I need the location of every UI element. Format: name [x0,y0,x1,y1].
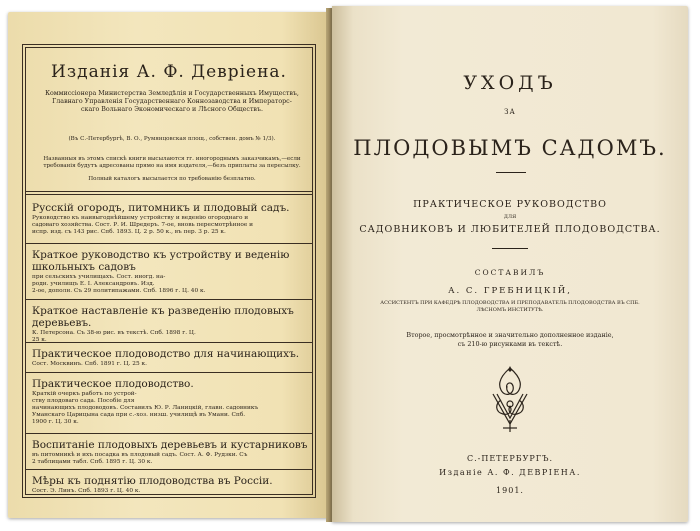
book-entry [32,305,312,344]
affiliation-line: АССИСТЕНТЪ ПРИ КАФЕДРѢ ПЛОДОВОДСТВА И ПРЕПОДАВАТЕЛЬ ПЛОДОВОДСТВА ВЪ СПБ. [380,300,640,306]
entry-detail-line: въ питомникѣ и ихъ посадка въ плодовый садъ. Сост. А. Ф. Рудзки. Съ [32,452,248,458]
publisher-line: скаго Вольнаго Экономическаго и Лѣсного Обществъ. [81,106,263,113]
subtitle-connector: ДЛЯ [503,214,517,220]
publisher-line: Коммиссіонера Министерства Земледѣлія и Государственныхъ Имуществъ, [45,90,299,97]
entry-title: Практическое плодоводство для начинающихъ. [32,348,300,360]
book-entry [32,249,312,295]
left-page-inner-frame [25,47,313,495]
publisher-monogram-icon [483,364,537,434]
divider [26,191,312,192]
entry-detail-line: при сельскихъ училищахъ. Сост. иногд. на- [32,274,166,280]
entry-detail-line: Краткій очеркъ работъ по устрой- [32,391,137,397]
entry-detail-line: начинающихъ плодоводовъ. Составилъ Ю. Р. Ланицкій, главн. садовникъ [32,405,259,411]
book-entry [32,378,312,426]
subtitle-line-1: ПРАКТИЧЕСКОЕ РУКОВОДСТВО [413,199,607,210]
entry-details [32,488,312,495]
affiliation-line: ЛѢСНОМЪ ИНСТИТУТѢ. [476,306,544,313]
right-page [332,6,688,522]
entry-detail-line: 1900 г. Ц. 30 к. [32,419,79,425]
title-separator [496,172,526,173]
edition-line: съ 210-ю рисунками въ текстѣ. [457,339,563,348]
divider [26,299,312,300]
entry-title: Воспитаніе плодовыхъ деревьевъ и кустарниковъ [32,439,308,451]
entry-detail-line: ству плодоваго сада. Пособіе для [32,398,135,404]
entry-title: Русскій огородъ, питомникъ и плодовый садъ. [32,202,290,214]
entry-title: Мѣры къ поднятію плодоводства въ Россіи. [32,475,273,487]
entry-detail-line: К. Петерсона. Съ 38-ю рис. въ текстѣ. Спб. 1898 г. Ц. [32,330,196,336]
entry-detail-line: 2-ое, дополн. Съ 29 политипажами. Спб. 1896 г. Ц. 40 к. [32,288,206,294]
title-connector: ЗА [504,108,516,116]
entry-title: Практическое плодоводство. [32,378,194,390]
book-entry [32,439,312,466]
divider [26,469,312,470]
subtitle-separator [492,248,528,249]
entry-details [32,361,312,368]
publisher-title: Изданія А. Ф. Девріена. [51,62,287,82]
title-line-1: УХОДЪ [463,72,557,94]
catalog-line: Полный каталогъ высылается по требованію безплатно. [88,176,256,182]
left-page-frame [22,44,316,498]
book-entry [32,475,312,495]
book-entry [32,348,312,368]
entry-detail-line: испр. изд. съ 143 рис. Спб. 1893. Ц. 2 р. 50 к., въ пер. 3 р. 25 к. [32,229,226,235]
entry-detail-line: Руководство къ наивыгоднѣйшему устройству и веденію огороднаго и [32,215,249,221]
publisher-line: Главнаго Управленія Государственнаго Коннозаводства и Императорс- [52,98,292,105]
entry-details [32,452,312,466]
entry-title: Краткое наставленіе къ разведенію плодовыхъ деревьевъ. [32,305,294,329]
entry-details [32,391,312,426]
entry-title: Краткое руководство къ устройству и веденію школьныхъ садовъ [32,249,290,273]
shipping-note [36,156,308,170]
entry-detail-line: Сост. Э. Линъ. Спб. 1893 г. Ц. 40 к. [32,488,141,494]
left-page [8,12,330,518]
entry-details [32,274,312,295]
edition-note [358,331,662,348]
entry-detail-line: родн. училищъ Е. І. Александровъ. Изд. [32,281,155,287]
divider [26,243,312,244]
publisher-description [42,90,302,114]
author-name: А. С. ГРЕБНИЦКІЙ, [448,286,572,296]
entry-detail-line: садоваго хозяйства. Сост. Р. И. Шредеръ. 7-ое, вновь пересмотрѣнное и [32,222,253,228]
publication-city: С.-ПЕТЕРБУРГЪ. [467,454,553,463]
subtitle-line-2: САДОВНИКОВЪ И ЛЮБИТЕЛЕЙ ПЛОДОВОДСТВА. [359,224,661,235]
divider [26,372,312,373]
publisher-address: (Въ С.-Петербургѣ, В. О., Румянцовская площ., собствен. домъ № 1/3). [68,136,276,142]
title-line-2: ПЛОДОВЫМЪ САДОМЪ. [353,136,667,160]
entry-detail-line: 2 таблицами табл. Спб. 1895 г. Ц. 30 к. [32,459,153,465]
entry-detail-line: Уманскаго Царицына сада при с.-хоз. низш. училищѣ въ Умани. Спб. [32,412,246,418]
publication-year: 1901. [496,486,524,495]
entry-detail-line: 25 к. [32,337,47,343]
compiled-by-label: СОСТАВИЛЪ [474,268,546,277]
note-line: Названныя въ этомъ спискѣ книги высылаются гг. иногороднымъ заказчикамъ,—если [43,156,301,162]
divider [26,433,312,434]
entry-details [32,215,312,236]
author-affiliation [362,300,658,313]
edition-line: Второе, просмотрѣнное и значительно дополненное изданіе, [406,331,614,339]
publisher-imprint: Изданіе А. Ф. ДЕВРІЕНА. [439,468,581,477]
book-entry [32,202,312,236]
divider [26,194,312,195]
note-line: требованія будутъ адресованы прямо на имя издателя,—безъ приплаты за пересылку. [43,163,301,169]
divider [26,342,312,343]
entry-detail-line: Сост. Москвинъ. Спб. 1891 г. Ц. 25 к. [32,361,147,367]
